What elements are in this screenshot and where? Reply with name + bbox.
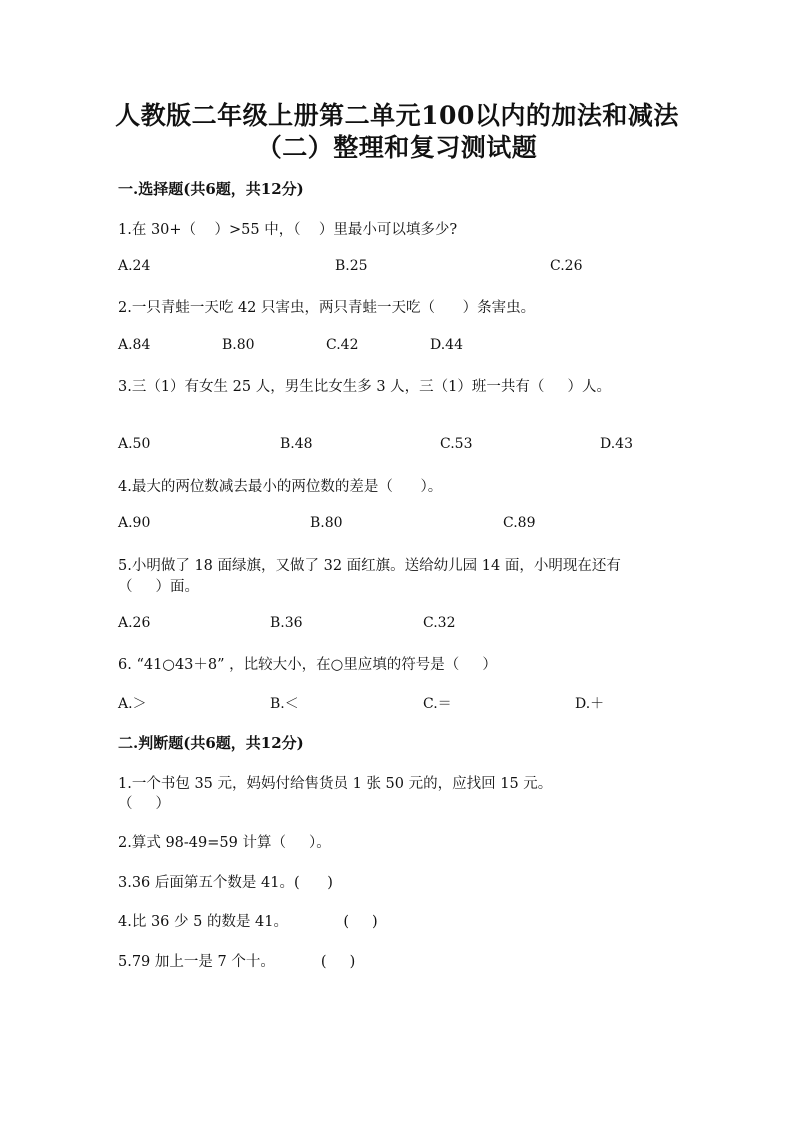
question-5-option-a: A.26 <box>118 615 151 631</box>
question-6-option-d: D.＋ <box>575 696 605 712</box>
question-4-option-b: B.80 <box>310 515 343 531</box>
doc-title-line1: 人教版二年级上册第二单元100以内的加法和减法 <box>115 101 679 130</box>
question-2-option-a: A.84 <box>118 337 151 353</box>
question-1-option-a: A.24 <box>118 258 151 274</box>
question-4-text: 4.最大的两位数减去最小的两位数的差是（ ）。 <box>118 479 443 495</box>
question-6-option-b: B.＜ <box>270 696 299 712</box>
question-5-text: 5.小明做了 18 面绿旗，又做了 32 面红旗。送给幼儿园 14 面，小明现在还有 <box>118 558 621 574</box>
judge-5-text: 5.79 加上一是 7 个十。 ( ) <box>118 954 356 970</box>
question-2-text: 2.一只青蛙一天吃 42 只害虫，两只青蛙一天吃（ ）条害虫。 <box>118 300 536 316</box>
question-6-text: 6. “41○43＋8” ，比较大小，在○里应填的符号是（ ） <box>118 657 497 673</box>
section2-heading: 二.判断题(共6题，共12分) <box>118 734 304 752</box>
question-3-option-b: B.48 <box>280 436 313 452</box>
judge-1-text-cont: （ ） <box>118 796 171 812</box>
judge-2-text: 2.算式 98-49=59 计算（ ）。 <box>118 835 331 851</box>
question-4-option-c: C.89 <box>503 515 536 531</box>
judge-4-text: 4.比 36 少 5 的数是 41。 ( ) <box>118 914 378 930</box>
question-1-option-b: B.25 <box>335 258 368 274</box>
doc-title-line2: （二）整理和复习测试题 <box>256 133 538 162</box>
section1-heading: 一.选择题(共6题，共12分) <box>118 180 304 198</box>
question-4-option-a: A.90 <box>118 515 151 531</box>
question-5-option-b: B.36 <box>270 615 303 631</box>
question-6-option-a: A.＞ <box>118 696 147 712</box>
question-3-option-d: D.43 <box>600 436 633 452</box>
question-3-option-c: C.53 <box>440 436 473 452</box>
question-2-option-b: B.80 <box>222 337 255 353</box>
question-2-option-c: C.42 <box>326 337 359 353</box>
question-2-option-d: D.44 <box>430 337 463 353</box>
judge-3-text: 3.36 后面第五个数是 41。( ) <box>118 875 333 891</box>
question-6-option-c: C.＝ <box>423 696 452 712</box>
question-5-text-cont: （ ）面。 <box>118 579 200 595</box>
question-3-option-a: A.50 <box>118 436 151 452</box>
question-1-text: 1.在 30+（ ）>55 中，（ ）里最小可以填多少? <box>118 222 458 238</box>
judge-1-text: 1.一个书包 35 元，妈妈付给售货员 1 张 50 元的，应找回 15 元。 <box>118 776 553 792</box>
question-3-text: 3.三（1）有女生 25 人，男生比女生多 3 人，三（1）班一共有（ ）人。 <box>118 379 611 395</box>
question-5-option-c: C.32 <box>423 615 456 631</box>
question-1-option-c: C.26 <box>550 258 583 274</box>
